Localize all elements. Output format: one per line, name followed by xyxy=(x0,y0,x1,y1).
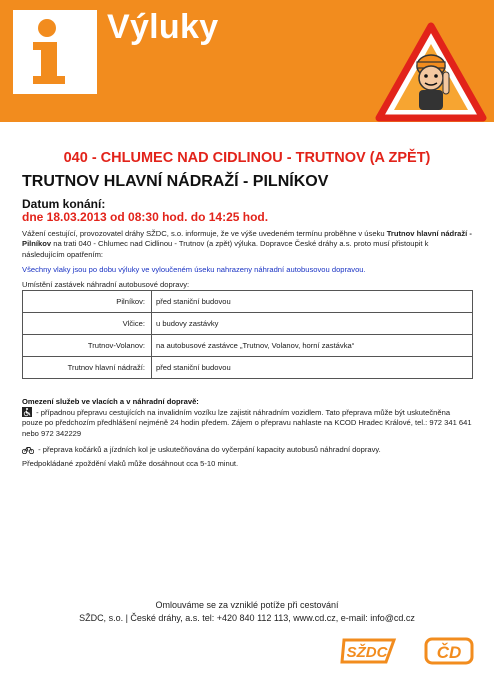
stop-location: před staniční budovou xyxy=(152,291,473,313)
intro-text-part1: Vážení cestující, provozovatel dráhy SŽDC, s.o. informuje, že ve výše uvedeném termínu proběhne v úseku xyxy=(22,229,387,238)
szdc-logo xyxy=(340,636,398,666)
stops-table xyxy=(22,290,473,379)
stop-location: u budovy zastávky xyxy=(152,313,473,335)
service-restrictions-title: Omezení služeb ve vlacích a v náhradní dopravě: xyxy=(22,397,199,406)
route-title: 040 - CHLUMEC NAD CIDLINOU - TRUTNOV (A ZPĚT) xyxy=(63,150,431,166)
table-row xyxy=(23,291,473,313)
info-icon xyxy=(13,10,97,94)
delay-note: Předpokládané zpoždění vlaků může dosáhnout cca 5-10 minut. xyxy=(22,459,239,468)
page-title: Výluky xyxy=(107,8,219,46)
table-row xyxy=(23,357,473,379)
replacement-bus-note: Všechny vlaky jsou po dobu výluky ve vyloučeném úseku nahrazeny náhradní autobusovou dopravou. xyxy=(22,265,366,274)
bike-restriction xyxy=(22,445,472,454)
table-row xyxy=(23,313,473,335)
stop-name: Trutnov-Volanov: xyxy=(23,335,152,357)
stop-location: před staniční budovou xyxy=(152,357,473,379)
contact-info: SŽDC, s.o. | České dráhy, a.s. tel: +420 840 112 113, www.cd.cz, e-mail: info@cd.cz xyxy=(79,613,415,623)
intro-paragraph xyxy=(22,229,472,260)
bike-restriction-text: - přeprava kočárků a jízdních kol je uskutečňována do vyčerpání kapacity autobusů náhradní dopravy. xyxy=(36,445,381,454)
szdc-logo-text: SŽDC xyxy=(346,644,388,661)
cd-logo-text: ČD xyxy=(436,643,462,662)
stop-name: Pilníkov: xyxy=(23,291,152,313)
stop-location: na autobusové zastávce „Trutnov, Volanov, horní zastávka“ xyxy=(152,335,473,357)
stop-name: Trutnov hlavní nádraží: xyxy=(23,357,152,379)
bicycle-icon xyxy=(22,446,34,454)
stop-name: Vlčice: xyxy=(23,313,152,335)
date-value: dne 18.03.2013 od 08:30 hod. do 14:25 hod. xyxy=(22,210,269,224)
section-title: TRUTNOV HLAVNÍ NÁDRAŽÍ - PILNÍKOV xyxy=(22,173,329,190)
intro-text-bold: Trutnov hlavní nádraží - Pilníkov xyxy=(22,229,472,249)
apology-text: Omlouváme se za vzniklé potíže při cestování xyxy=(155,600,339,610)
wheelchair-restriction xyxy=(22,407,472,439)
intro-text-part2: na trati 040 - Chlumec nad Cidlinou - Trutnov (a zpět) výluka. Dopravce České dráhy a.s. proto musí přistoupit k následujícím opatřením: xyxy=(22,239,429,259)
stops-table-caption: Umístění zastávek náhradní autobusové dopravy: xyxy=(22,280,190,289)
date-label: Datum konání: xyxy=(22,197,106,211)
table-row xyxy=(23,335,473,357)
wheelchair-restriction-text: - případnou přepravu cestujících na invalidním vozíku lze zajistit náhradním vozidlem. Tato přeprava může být uskutečněna pouze po předchozím předhlášení nejméně 24 hodin předem. Zájem o přepravu nahlaste na KCOD Hradec Králové, tel.: 972 341 641 nebo 972 342229 xyxy=(22,408,472,438)
wheelchair-icon xyxy=(22,407,32,417)
cd-logo xyxy=(424,636,474,666)
construction-worker-sign-icon xyxy=(375,22,487,122)
